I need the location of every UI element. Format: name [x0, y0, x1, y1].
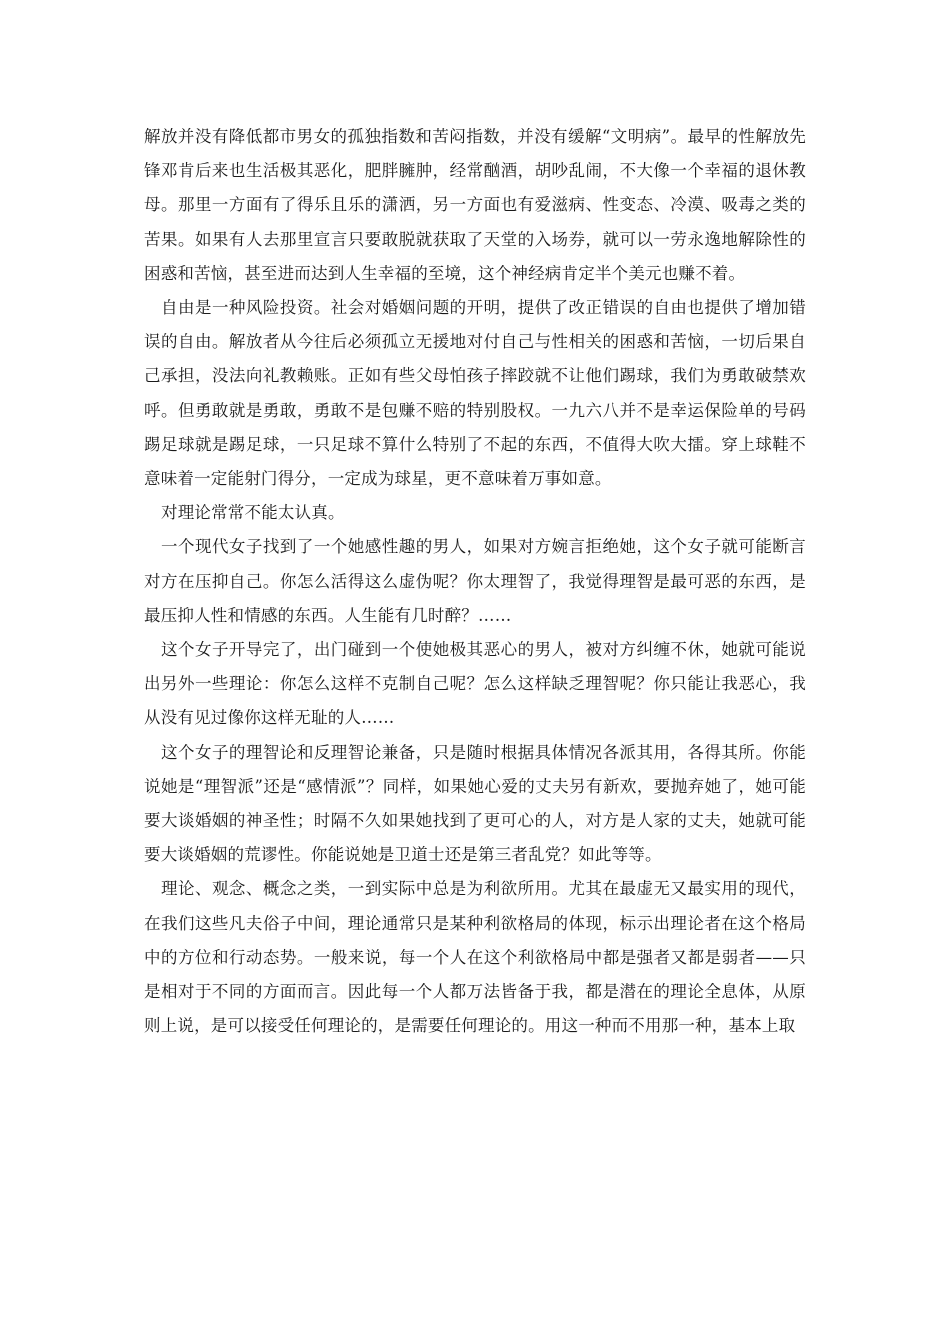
paragraph: 这个女子开导完了，出门碰到一个使她极其恶心的男人，被对方纠缠不休，她就可能说出另外一些理论：你怎么这样不克制自己呢？怎么这样缺乏理智呢？你只能让我恶心，我从没有见过像你这样无耻的人……: [144, 640, 806, 728]
document-body: [144, 120, 806, 1043]
paragraph: 这个女子的理智论和反理智论兼备，只是随时根据具体情况各派其用，各得其所。你能说她是“理智派”还是“感情派”？同样，如果她心爱的丈夫另有新欢，要抛弃她了，她可能要大谈婚姻的神圣性；时隔不久如果她找到了更可心的人，对方是人家的丈夫，她就可能要大谈婚姻的荒谬性。你能说她是卫道士还是第三者乱党？如此等等。: [144, 742, 806, 865]
paragraph: 对理论常常不能太认真。: [161, 503, 345, 523]
paragraph: 自由是一种风险投资。社会对婚姻问题的开明，提供了改正错误的自由也提供了增加错误的自由。解放者从今往后必须孤立无援地对付自己与性相关的困惑和苦恼，一切后果自己承担，没法向礼教赖账。正如有些父母怕孩子摔跤就不让他们踢球，我们为勇敢破禁欢呼。但勇敢就是勇敢，勇敢不是包赚不赔的特别股权。一九六八并不是幸运保险单的号码踢足球就是踢足球，一只足球不算什么特别了不起的东西，不值得大吹大擂。穿上球鞋不意味着一定能射门得分，一定成为球星，更不意味着万事如意。: [144, 298, 806, 489]
paragraph: 理论、观念、概念之类，一到实际中总是为利欲所用。尤其在最虚无又最实用的现代，在我们这些凡夫俗子中间，理论通常只是某种利欲格局的体现，标示出理论者在这个格局中的方位和行动态势。一般来说，每一个人在这个利欲格局中都是强者又都是弱者——只是相对于不同的方面而言。因此每一个人都万法皆备于我，都是潜在的理论全息体，从原则上说，是可以接受任何理论的，是需要任何理论的。用这一种而不用那一种，基本上取: [144, 879, 806, 1036]
paragraph: 一个现代女子找到了一个她感性趣的男人，如果对方婉言拒绝她，这个女子就可能断言对方在压抑自己。你怎么活得这么虚伪呢？你太理智了，我觉得理智是最可恶的东西，是最压抑人性和情感的东西。人生能有几时醉？……: [144, 537, 806, 625]
paragraph: 解放并没有降低都市男女的孤独指数和苦闷指数，并没有缓解“文明病”。最早的性解放先锋邓肯后来也生活极其恶化，肥胖臃肿，经常酗酒，胡吵乱闹，不大像一个幸福的退休教母。那里一方面有了得乐且乐的潇洒，另一方面也有爱滋病、性变态、冷漠、吸毒之类的苦果。如果有人去那里宣言只要敢脱就获取了天堂的入场券，就可以一劳永逸地解除性的困惑和苦恼，甚至进而达到人生幸福的至境，这个神经病肯定半个美元也赚不着。: [144, 127, 806, 283]
